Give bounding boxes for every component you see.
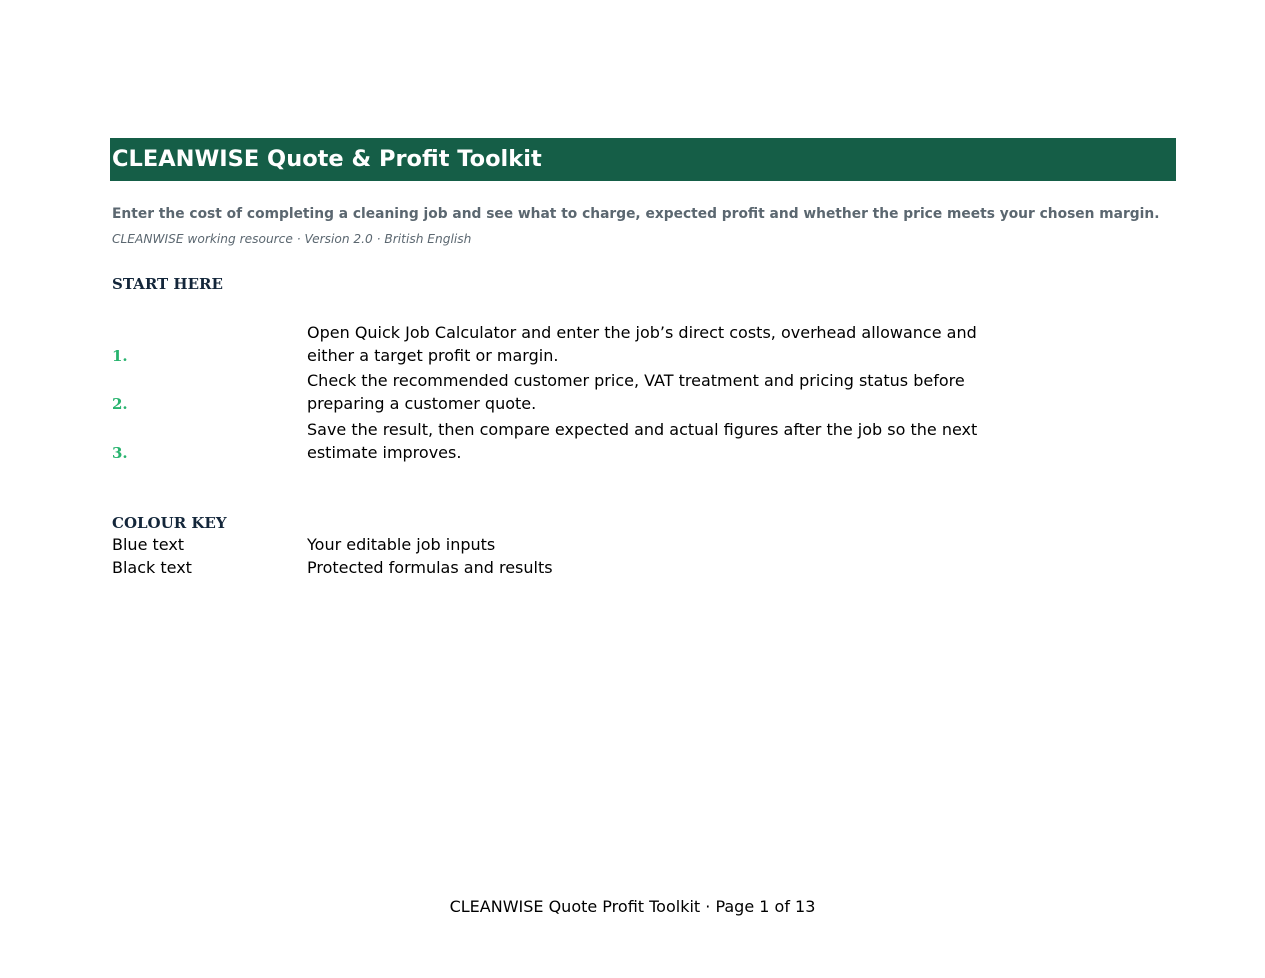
key-description-blue: Your editable job inputs (307, 535, 496, 554)
version-note: CLEANWISE working resource · Version 2.0 · British English (112, 232, 472, 246)
step-number: 2. (112, 395, 128, 413)
step-number: 1. (112, 347, 128, 365)
key-label-black: Black text (112, 558, 192, 577)
step-text: Check the recommended customer price, VAT treatment and pricing status before preparing a customer quote. (307, 371, 965, 413)
start-here-heading: START HERE (112, 275, 223, 293)
page-footer: CLEANWISE Quote Profit Toolkit · Page 1 of 13 (449, 897, 816, 916)
key-description-black: Protected formulas and results (307, 558, 553, 577)
step-text: Save the result, then compare expected and actual figures after the job so the next estimate improves. (307, 420, 978, 462)
step-number: 3. (112, 444, 128, 462)
step-text: Open Quick Job Calculator and enter the job’s direct costs, overhead allowance and either a target profit or margin. (307, 323, 977, 365)
key-label-blue: Blue text (112, 535, 185, 554)
page-title: CLEANWISE Quote & Profit Toolkit (112, 146, 542, 172)
title-bar (110, 138, 1176, 181)
colour-key-heading: COLOUR KEY (112, 514, 227, 532)
page-subtitle: Enter the cost of completing a cleaning job and see what to charge, expected profit and whether the price meets your chosen margin. (112, 206, 1160, 222)
